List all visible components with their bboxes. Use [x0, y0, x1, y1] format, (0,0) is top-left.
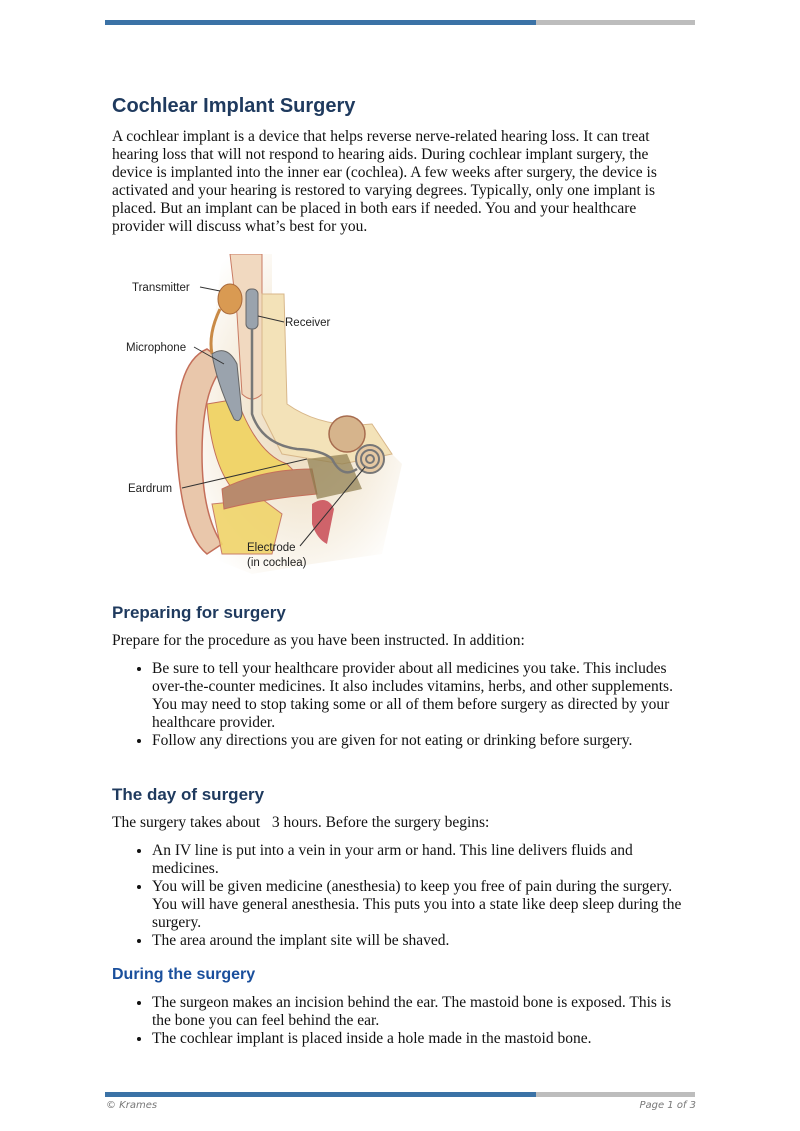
list-item: • You will be given medicine (anesthesia) to keep you free of pain during the surgery. You will have general anesthesia. This puts you into a state like deep sleep during the surgery. — [152, 878, 692, 932]
page-number: Page 1 of 3 — [639, 1100, 696, 1111]
section-preparing — [112, 602, 692, 750]
heading-preparing: Preparing for surgery — [112, 603, 286, 622]
heading-during: During the surgery — [112, 966, 256, 983]
copyright-text: © Krames — [106, 1100, 158, 1111]
list-item: • The cochlear implant is placed inside a hole made in the mastoid bone. — [152, 1030, 692, 1048]
label-microphone: Microphone — [126, 342, 187, 354]
intro-paragraph: A cochlear implant is a device that helps reverse nerve-related hearing loss. It can treat hearing loss that will not respond to hearing aids. During cochlear implant surgery, the device is implanted into the inner ear (cochlea). A few weeks after surgery, the device is activated and your hearing is restored to varying degrees. Typically, only one implant is placed. But an implant can be placed in both ears if needed. You and your healthcare provider will discuss what’s best for you. — [112, 128, 657, 235]
list-item: • Follow any directions you are given for not eating or drinking before surgery. — [152, 732, 692, 750]
cochlear-implant-illustration — [112, 254, 412, 584]
label-transmitter: Transmitter — [132, 282, 190, 294]
ear-anatomy-icon — [112, 254, 412, 584]
list-item: • The surgeon makes an incision behind the ear. The mastoid bone is exposed. This is the bone you can feel behind the ear. — [152, 994, 692, 1030]
preparing-list — [112, 660, 692, 750]
section-day-of — [112, 784, 692, 950]
header-progress-bar — [105, 20, 695, 25]
label-electrode: Electrode — [247, 542, 296, 554]
list-item: • The area around the implant site will be shaved. — [152, 932, 692, 950]
day-of-list — [112, 842, 692, 950]
page-footer — [106, 1100, 696, 1111]
heading-day-of: The day of surgery — [112, 785, 265, 804]
section-during — [112, 964, 692, 1048]
label-electrode-sub: (in cochlea) — [247, 557, 307, 569]
document-body — [112, 92, 692, 1048]
footer-progress-fill — [105, 1092, 536, 1097]
footer-progress-bar — [105, 1092, 695, 1097]
preparing-intro: Prepare for the procedure as you have been instructed. In addition: — [112, 632, 525, 649]
label-eardrum: Eardrum — [128, 483, 173, 495]
label-receiver: Receiver — [285, 317, 331, 329]
day-of-intro: The surgery takes about 3 hours. Before the surgery begins: — [112, 814, 490, 831]
list-item: • An IV line is put into a vein in your arm or hand. This line delivers fluids and medicines. — [152, 842, 692, 878]
during-list — [112, 994, 692, 1048]
header-progress-fill — [105, 20, 536, 25]
list-item: • Be sure to tell your healthcare provider about all medicines you take. This includes over-the-counter medicines. It also includes vitamins, herbs, and other supplements. You may need to stop taking some or all of them before surgery as directed by your healthcare provider. — [152, 660, 692, 732]
page-title: Cochlear Implant Surgery — [112, 95, 356, 117]
